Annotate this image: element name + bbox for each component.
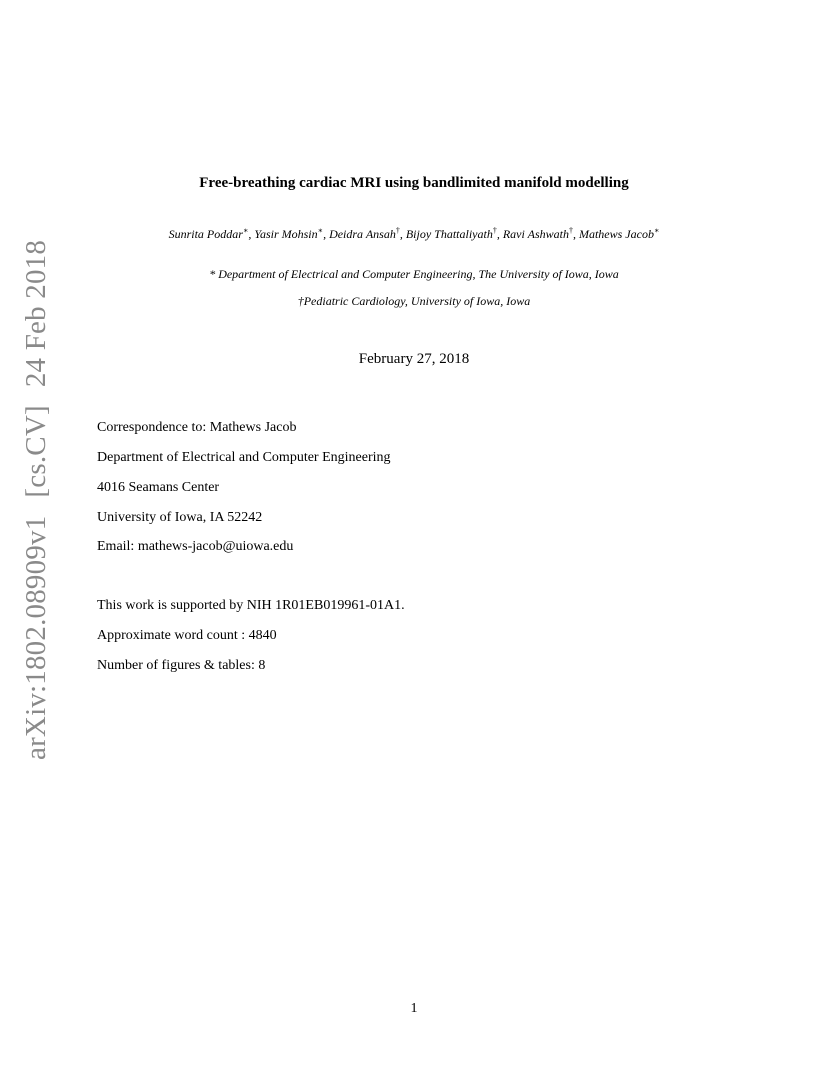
affiliation-ece: * Department of Electrical and Computer Engineering, The University of Iowa, Iowa <box>209 267 619 281</box>
funding-note: This work is supported by NIH 1R01EB019961-01A1. <box>97 598 405 613</box>
author-name: Bijoy Thattaliyath <box>405 227 493 241</box>
author-name: Yasir Mohsin <box>254 227 318 241</box>
paper-date: February 27, 2018 <box>358 351 470 367</box>
author-name: Ravi Ashwath <box>502 227 569 241</box>
author-mark: † <box>395 226 400 235</box>
affiliation-pediatric: †Pediatric Cardiology, University of Iowa, Iowa <box>297 294 531 308</box>
correspondence-line: Department of Electrical and Computer Engineering <box>97 450 391 465</box>
author-mark: ∗ <box>653 226 660 235</box>
correspondence-line: 4016 Seamans Center <box>97 480 220 495</box>
author-name: Deidra Ansah <box>329 227 396 241</box>
author-list: Sunrita Poddar∗, Yasir Mohsin∗, Deidra Ansah†, Bijoy Thattaliyath†, Ravi Ashwath†, Mathews Jacob∗ <box>168 226 660 241</box>
paper-title: Free-breathing cardiac MRI using bandlimited manifold modelling <box>199 175 629 191</box>
author-mark: † <box>568 226 573 235</box>
arxiv-category: [cs.CV] <box>20 405 52 498</box>
correspondence-line: University of Iowa, IA 52242 <box>97 510 263 525</box>
author-name: Mathews Jacob <box>578 227 654 241</box>
author-mark: † <box>492 226 497 235</box>
figure-count-note: Number of figures & tables: 8 <box>97 658 266 673</box>
correspondence-email: Email: mathews-jacob@uiowa.edu <box>97 539 294 554</box>
author-mark: ∗ <box>317 226 324 235</box>
arxiv-date: 24 Feb 2018 <box>20 239 52 388</box>
author-mark: ∗ <box>242 226 249 235</box>
word-count-note: Approximate word count : 4840 <box>97 628 277 643</box>
arxiv-watermark <box>20 240 53 760</box>
correspondence-line: Correspondence to: Mathews Jacob <box>97 420 297 435</box>
author-name: Sunrita Poddar <box>168 227 243 241</box>
arxiv-id: arXiv:1802.08909v1 <box>20 515 52 760</box>
page-number: 1 <box>410 1001 418 1016</box>
